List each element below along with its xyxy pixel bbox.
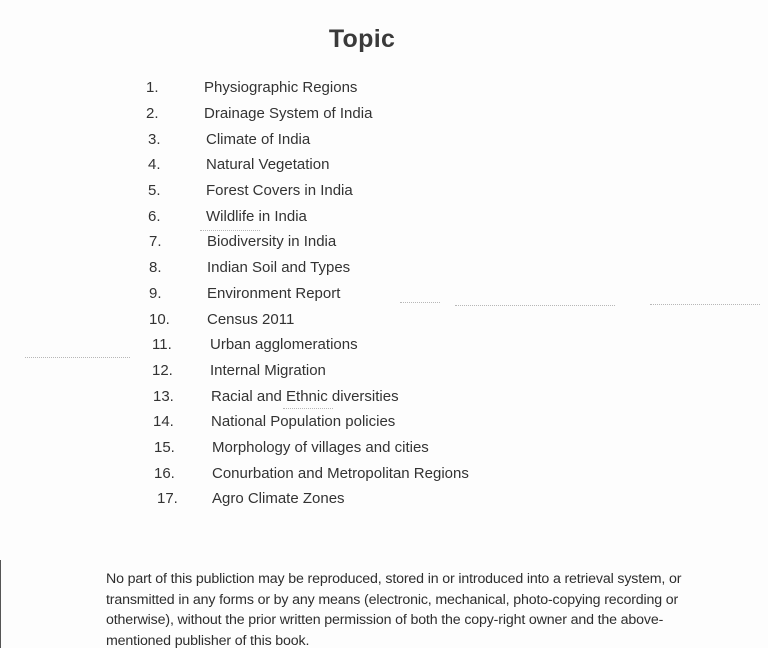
topic-label: Wildlife in India <box>206 207 307 225</box>
topic-number: 1. <box>146 79 159 97</box>
topic-label: National Population policies <box>211 413 396 431</box>
list-item <box>140 306 469 332</box>
list-item <box>140 383 469 409</box>
topic-label: Physiographic Regions <box>204 79 358 97</box>
scan-noise <box>650 304 760 306</box>
topic-number: 6. <box>148 207 161 225</box>
topic-label: Environment Report <box>207 284 341 302</box>
topic-label: Urban agglomerations <box>210 336 358 354</box>
topic-number: 9. <box>149 284 162 302</box>
scan-noise <box>455 305 615 307</box>
list-item <box>140 486 469 512</box>
topic-number: 2. <box>146 105 159 123</box>
topic-label: Drainage System of India <box>204 105 373 123</box>
list-item <box>140 126 469 152</box>
page-title: Topic <box>328 24 396 53</box>
topic-number: 15. <box>154 438 175 456</box>
topic-label: Natural Vegetation <box>206 156 330 174</box>
list-item <box>140 281 469 307</box>
topic-label: Forest Covers in India <box>206 182 353 200</box>
topic-number: 12. <box>152 361 173 379</box>
topic-number: 4. <box>148 156 161 174</box>
topic-number: 14. <box>153 413 174 431</box>
list-item <box>140 435 469 461</box>
topic-number: 16. <box>154 464 175 482</box>
topic-label: Census 2011 <box>207 310 295 328</box>
list-item <box>140 152 469 178</box>
topic-label: Racial and Ethnic diversities <box>211 387 399 405</box>
topic-number: 7. <box>149 233 162 251</box>
list-item <box>140 75 469 101</box>
topic-number: 3. <box>148 130 161 148</box>
list-item <box>140 255 469 281</box>
list-item <box>140 101 469 127</box>
list-item <box>140 460 469 486</box>
topic-number: 11. <box>152 336 172 354</box>
list-item <box>140 178 469 204</box>
topic-label: Climate of India <box>206 130 311 148</box>
topic-label: Internal Migration <box>210 361 326 379</box>
topic-label: Indian Soil and Types <box>207 259 351 277</box>
page-edge-left <box>0 560 1 648</box>
topic-label: Conurbation and Metropolitan Regions <box>212 464 469 482</box>
topic-number: 13. <box>153 387 174 405</box>
topic-number: 5. <box>148 182 161 200</box>
topic-label: Biodiversity in India <box>207 233 337 251</box>
list-item <box>140 229 469 255</box>
topic-label: Agro Climate Zones <box>212 490 345 508</box>
topic-number: 8. <box>149 259 162 277</box>
topic-number: 10. <box>149 310 170 328</box>
copyright-notice: No part of this publiction may be reproduced, stored in or introduced into a retrieval system, or transmitted in any forms or by any means (electronic, mechanical, photo-copying recording or otherwise), without the prior written permission of both the copy-right owner and the above-mentioned publisher of this book. <box>106 571 682 649</box>
topic-list <box>140 75 469 512</box>
list-item <box>140 409 469 435</box>
scan-noise <box>25 357 130 359</box>
list-item <box>140 358 469 384</box>
list-item <box>140 203 469 229</box>
topic-number: 17. <box>157 490 178 508</box>
list-item <box>140 332 469 358</box>
topic-label: Morphology of villages and cities <box>212 438 429 456</box>
